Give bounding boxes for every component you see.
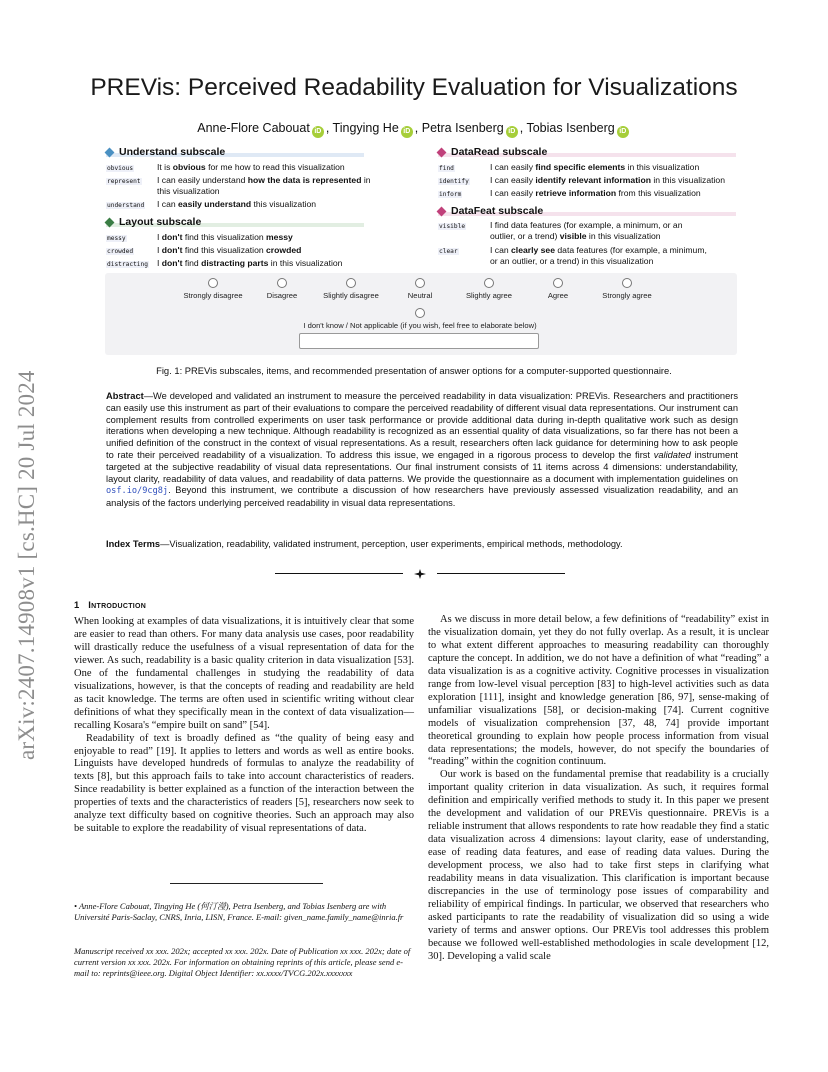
item-tag: messy	[107, 235, 126, 242]
author-name: Tobias Isenberg	[526, 121, 615, 135]
item-obvious: It is obvious for me how to read this visualization	[157, 162, 345, 172]
author-list: Anne-Flore Cabouat iD , Tingying He iD , Petra Isenberg iD , Tobias Isenberg iD	[0, 121, 828, 138]
item-represent: I can easily understand how the data is represented in this visualization	[157, 175, 371, 196]
diamond-icon	[105, 147, 115, 157]
option-label: Strongly agree	[602, 291, 652, 300]
osf-link[interactable]: osf.io/9cg8j	[106, 486, 169, 497]
author-name: Tingying He	[332, 121, 399, 135]
layout-subscale-heading: Layout subscale	[106, 216, 201, 228]
item-find: I can easily find specific elements in this visualization	[490, 162, 700, 172]
item-identify: I can easily identify relevant information in this visualization	[490, 175, 725, 185]
abstract: Abstract—We developed and validated an instrument to measure the perceived readability in data visualization: PREVis. Researchers and practitioners can easily use this instrument as part of their evaluations to compare the perceived readability of different visual data representations. Our instrument can complement results from controlled experiments on user task performance or provide additional data during in-depth qualitative work such as design iterations when developing a new technique. Although readability is recognized as an essential quality of data visualizations, so far there has not been a unified definition of the construct in the context of visual representations. As a result, researchers often lack guidance for determining how to ask people to rate their perceived readability of a visualization. To address this issue, we engaged in a rigorous process to develop the first validated instrument targeted at the subjective readability of visual data representations. Our final instrument consists of 11 items across 4 dimensions: understandability, layout clarity, readability of data values, and readability of data patterns. We provide the questionnaire as a document with implementation guidelines on osf.io/9cg8j. Beyond this instrument, we contribute a discussion of how researchers have previously assessed visualization readability, and an analysis of the factors underlying perceived readability in visual data representations.	[106, 391, 738, 509]
item-tag: represent	[107, 178, 141, 185]
radio-slightly-agree[interactable]	[484, 278, 494, 288]
paragraph: As we discuss in more detail below, a few definitions of “readability” exist in the visualization domain, yet they do not fully overlap. As a result, it is unclear to what extent different approaches to measuring readability can thoroughly capture the concept. In addition, we do not have a definition of what “reading” a data visualization is as a cognitive activity. Cognitive processes in visualization range from low-level visual perception [83] to high-level activities such as data exploration [111], insight and knowledge generation [86, 97], sense-making of unfamiliar visualizations [58], or decision-making [74]. Current cognitive models of visualization comprehension [37, 48, 74] provide important theoretical grounding to explain how people process information from visual data representations; the models, however, do not specify the boundaries of “reading” within the cognition continuum.	[428, 614, 769, 768]
dataread-subscale-heading: DataRead subscale	[438, 146, 547, 158]
item-crowded: I don't find this visualization crowded	[157, 245, 302, 255]
option-label: Disagree	[266, 291, 298, 300]
item-inform: I can easily retrieve information from this visualization	[490, 188, 701, 198]
option-label: I don't know / Not applicable (if you wish, feel free to elaborate below)	[303, 321, 537, 330]
item-tag: clear	[439, 248, 458, 255]
option-label: Strongly disagree	[183, 291, 243, 300]
item-tag: crowded	[107, 248, 134, 255]
item-distracting: I don't find distracting parts in this visualization	[157, 258, 343, 268]
understand-subscale-heading: Understand subscale	[106, 146, 225, 158]
radio-strongly-disagree[interactable]	[208, 278, 218, 288]
item-tag: find	[439, 165, 454, 172]
star-ornament-icon	[414, 569, 426, 579]
paragraph: Our work is based on the fundamental premise that readability is a crucially important quality criterion in data visualization. As such, it requires formal definition and empirically verified methods to study it. In this paper we present the development and validation of our PREVis questionnaire. PREVis is a reliable instrument that allows respondents to rate how readable they find a static data visualization across 4 dimensions: layout clarity, ease of understanding, ease of reading data features, and ease of reading data values. During the development process, we also had to take first steps in clarifying what readability means in data visualization. This clarification is important because discrepancies in the use of terminology pose issues of comparability and reliability of empirical findings. In particular, we observed that researchers who asked participants to rate the readability of visualization did so using a wide variety of terms and answer options. Our PREVis tool addresses this problem because we followed well-established methodologies in scale development [12, 30]. Developing a valid scale	[428, 769, 769, 962]
author-name: Petra Isenberg	[421, 121, 504, 135]
diamond-icon	[437, 147, 447, 157]
manuscript-note: Manuscript received xx xxx. 202x; accepted xx xxx. 202x. Date of Publication xx xxx. 202x; date of current version xx xxx. 202x. For information on obtaining reprints of this article, please send e-mail to: reprints@ieee.org. Digital Object Identifier: xx.xxxx/TVCG.202x.xxxxxxx	[74, 946, 411, 979]
orcid-icon[interactable]: iD	[401, 126, 413, 138]
left-column	[74, 616, 414, 836]
option-label: Slightly agree	[465, 291, 513, 300]
right-column	[428, 614, 769, 964]
item-messy: I don't find this visualization messy	[157, 232, 293, 242]
radio-strongly-agree[interactable]	[622, 278, 632, 288]
author-footnote: • Anne-Flore Cabouat, Tingying He (何汀瀅), Petra Isenberg, and Tobias Isenberg are with Université Paris-Saclay, CNRS, Inria, LISN, France. E-mail: given_name.family_name@inria.fr	[74, 901, 404, 923]
section-heading: 1 Introduction	[74, 599, 147, 610]
radio-disagree[interactable]	[277, 278, 287, 288]
item-tag: visible	[439, 223, 466, 230]
item-tag: distracting	[107, 261, 148, 268]
item-tag: inform	[439, 191, 462, 198]
item-visible: I find data features (for example, a minimum, or an outlier, or a trend) visible in this visualization	[490, 220, 683, 241]
item-understand: I can easily understand this visualization	[157, 199, 317, 209]
author-name: Anne-Flore Cabouat	[197, 121, 310, 135]
orcid-icon[interactable]: iD	[312, 126, 324, 138]
paragraph: Readability of text is broadly defined as “the quality of being easy and enjoyable to read” [19]. It applies to letters and words as well as entire books. Linguists have developed hundreds of formulas to analyze the readability of texts [8], but this approach fails to take into account characteristics of readers. Since readability is better explained as a function of the interaction between the properties of texts and the characteristics of readers [5], researchers now seek to analyze text difficulty based on cognitive theories. Such an approach may also be suitable to explore the readability of visual representations of data.	[74, 732, 414, 835]
orcid-icon[interactable]: iD	[617, 126, 629, 138]
item-tag: identify	[439, 178, 469, 185]
elaborate-text-field[interactable]	[299, 333, 539, 349]
item-clear: I can clearly see data features (for example, a minimum, or an outlier, or a trend) in this visualization	[490, 245, 707, 266]
orcid-icon[interactable]: iD	[506, 126, 518, 138]
paper-title: PREVis: Perceived Readability Evaluation for Visualizations	[90, 74, 738, 101]
datafeat-subscale-heading: DataFeat subscale	[438, 205, 543, 217]
option-label: Neutral	[407, 291, 433, 300]
diamond-icon	[105, 217, 115, 227]
radio-neutral[interactable]	[415, 278, 425, 288]
section-divider	[275, 569, 565, 579]
figure-caption: Fig. 1: PREVis subscales, items, and recommended presentation of answer options for a computer-supported questionnaire.	[156, 365, 672, 376]
radio-slightly-disagree[interactable]	[346, 278, 356, 288]
radio-not-applicable[interactable]	[415, 308, 425, 318]
option-label: Agree	[547, 291, 569, 300]
radio-agree[interactable]	[553, 278, 563, 288]
item-tag: obvious	[107, 165, 134, 172]
item-tag: understand	[107, 202, 145, 209]
footnote-rule	[170, 883, 323, 884]
arxiv-identifier: arXiv:2407.14908v1 [cs.HC] 20 Jul 2024	[14, 370, 39, 760]
paragraph: When looking at examples of data visualizations, it is intuitively clear that some are easier to read than others. For many data analysis use cases, poor readability will drastically reduce the usefulness of a visual representation of data for the viewer. As such, readability is a basic quality criterion in data visualization [53]. One of the fundamental challenges in studying the readability of data visualizations, however, is that the concepts of reading and readability are held as tacit knowledge. The terms are often used in scientific writing without clear definitions of what they specifically mean in the context of data visualization—recalling Kosara's “empire built on sand” [54].	[74, 616, 414, 731]
option-label: Slightly disagree	[323, 291, 379, 300]
index-terms: Index Terms—Visualization, readability, validated instrument, perception, user experiments, empirical methods, methodology.	[106, 539, 623, 549]
diamond-icon	[437, 206, 447, 216]
